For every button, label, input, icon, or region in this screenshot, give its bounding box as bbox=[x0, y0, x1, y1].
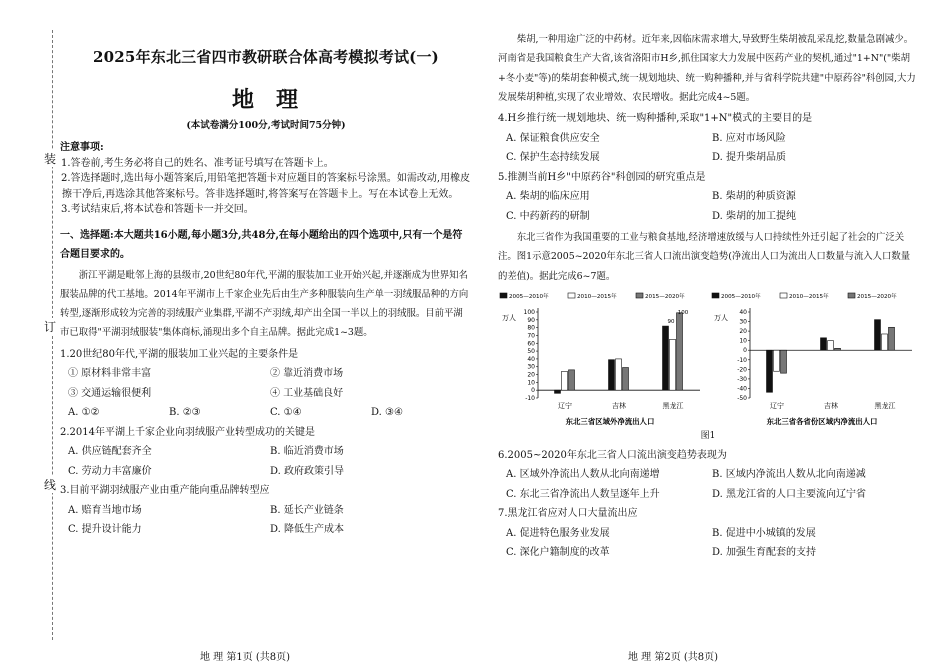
legend-swatch-0 bbox=[500, 293, 507, 298]
legend-label-1: 2010—2015年 bbox=[789, 293, 829, 300]
q4-option-c: C. 保护生态持续发展 bbox=[506, 152, 600, 164]
q1-item-1: ① 原材料非常丰富 bbox=[68, 368, 152, 380]
y-tick-label-9: 40 bbox=[739, 308, 747, 316]
q1-option-d: D. ③④ bbox=[371, 407, 403, 419]
page-1-footer: 地 理 第1页 (共8页) bbox=[200, 652, 291, 663]
x-tick-label-2: 黑龙江 bbox=[874, 401, 896, 410]
bar-辽宁-0 bbox=[555, 390, 561, 393]
q4-option-a: A. 保证粮食供应安全 bbox=[506, 132, 600, 144]
question-4-stem: 4.H乡推行统一规划地块、统一购种播种,采取"1+N"模式的主要目的是 bbox=[498, 113, 813, 125]
q5-option-d: D. 柴胡的加工提纯 bbox=[712, 210, 797, 222]
exam-title: 2025年东北三省四市教研联合体高考模拟考试(一) bbox=[93, 48, 439, 66]
y-tick-label-3: -20 bbox=[737, 366, 747, 374]
material-chaihu: 柴胡,一种用途广泛的中药材。近年来,因临床需求增大,导致野生柴胡被乱采乱挖,数量急剧减少。河南省是我国粮食生产大省,该省洛阳市H乡,抓住国家大力发展中医药产业的契机,通过"1+N"("柴胡+冬小麦"等)的柴胡套种模式,统一规划地块、统一购种播种,并与省科学院共建"中原药谷"科创园,大力发展柴胡种植,实现了农业增效、农民增收。据此完成4~5题。 bbox=[498, 34, 916, 103]
question-3-options bbox=[68, 503, 472, 538]
bar-黑龙江-2 bbox=[677, 313, 683, 390]
q5-option-c: C. 中药新药的研制 bbox=[506, 210, 590, 222]
question-1-stem: 1.20世纪80年代,平湖的服装加工业兴起的主要条件是 bbox=[60, 348, 299, 360]
material-pinghu: 浙江平湖是毗邻上海的县级市,20世纪80年代,平湖的服装加工业开始兴起,并逐渐成为世界知名服装品牌的代工基地。2014年平湖市上千家企业先后由生产多种服装向生产单一羽绒服品种的方向转型,逐渐形成较为完善的羽绒服产业集群,平湖不产羽绒,却产出全国一半以上的羽绒服。目前平湖市已取得"平湖羽绒服装"集体商标,涌现出多个自主品牌。据此完成1~3题。 bbox=[60, 269, 469, 339]
bar-吉林-2 bbox=[835, 348, 841, 350]
question-5 bbox=[498, 170, 918, 225]
y-tick-label-7: 60 bbox=[527, 340, 535, 348]
note-3: 3.考试结束后,将本试卷和答题卡一并交回。 bbox=[61, 204, 254, 216]
y-tick-label-10: 90 bbox=[527, 316, 535, 324]
y-tick-label-5: 40 bbox=[527, 355, 535, 363]
q1-item-2: ② 靠近消费市场 bbox=[270, 368, 344, 380]
bar-黑龙江-0 bbox=[663, 326, 669, 390]
legend-label-2: 2015—2020年 bbox=[645, 293, 685, 300]
bar-吉林-0 bbox=[821, 338, 827, 350]
question-6-stem: 6.2005~2020年东北三省人口流出演变趋势表现为 bbox=[498, 449, 727, 461]
q5-option-a: A. 柴胡的临床应用 bbox=[506, 191, 590, 203]
bar-吉林-2 bbox=[623, 367, 629, 390]
q4-option-d: D. 提升柴胡品质 bbox=[712, 152, 787, 164]
question-4-options bbox=[506, 131, 918, 166]
binding-char-xian: 线 bbox=[44, 478, 57, 492]
y-tick-label-8: 70 bbox=[527, 332, 535, 340]
bar-辽宁-1 bbox=[774, 350, 780, 371]
page-2-footer: 地 理 第2页 (共8页) bbox=[628, 652, 719, 663]
question-2 bbox=[60, 425, 472, 480]
q1-option-c: C. ①④ bbox=[270, 407, 302, 419]
question-4 bbox=[498, 111, 918, 166]
question-3-stem: 3.目前平湖羽绒服产业由重产能向重品牌转型应 bbox=[60, 485, 270, 497]
question-6-options bbox=[506, 467, 918, 502]
note-2: 2.答选择题时,选出每小题答案后,用铅笔把答题卡对应题目的答案标号涂黑。如需改动,用橡皮擦干净后,再选涂其他答案标号。答非选择题时,将答案写在答题卡上。写在本试卷上无效。 bbox=[61, 173, 471, 200]
q6-option-a: A. 区域外净流出人数从北向南递增 bbox=[506, 469, 660, 481]
score-time-line: (本试卷满分100分,考试时间75分钟) bbox=[186, 120, 346, 132]
q4-option-b: B. 应对市场风险 bbox=[712, 132, 786, 144]
section-heading: 一、选择题:本大题共16小题,每小题3分,共48分,在每小题给出的四个选项中,只有一个是符合题目要求的。 bbox=[60, 229, 463, 260]
q1-option-a: A. ①② bbox=[68, 407, 100, 419]
material-northeast: 东北三省作为我国重要的工业与粮食基地,经济增速放缓与人口持续性外迁引起了社会的广泛关注。图1示意2005~2020年东北三省人口流出演变趋势(净流出人口为流出人口数量与流入人口数量的差值)。据此完成6~7题。 bbox=[498, 232, 911, 282]
legend-swatch-1 bbox=[568, 293, 575, 298]
bar-辽宁-0 bbox=[767, 350, 773, 392]
q6-option-b: B. 区域内净流出人数从北向南递减 bbox=[712, 469, 866, 481]
x-tick-label-0: 辽宁 bbox=[558, 401, 572, 410]
note-1: 1.答卷前,考生务必将自己的姓名、准考证号填写在答题卡上。 bbox=[61, 157, 334, 169]
binding-char-zhuang: 装 bbox=[44, 152, 57, 166]
bar-吉林-0 bbox=[609, 360, 615, 390]
page-1 bbox=[60, 38, 472, 658]
y-tick-label-0: -50 bbox=[737, 394, 747, 402]
question-2-options bbox=[68, 444, 472, 479]
page-2 bbox=[498, 30, 918, 660]
q5-option-b: B. 柴胡的种质资源 bbox=[712, 191, 796, 203]
x-tick-label-0: 辽宁 bbox=[770, 401, 784, 410]
q7-option-a: A. 促进特色服务业发展 bbox=[506, 527, 610, 539]
y-tick-label-8: 30 bbox=[739, 318, 747, 326]
question-1-items bbox=[68, 366, 472, 401]
y-tick-label-4: 30 bbox=[527, 363, 535, 371]
y-tick-label-3: 20 bbox=[527, 371, 535, 379]
x-tick-label-1: 吉林 bbox=[612, 401, 626, 410]
annotation-0: 90 bbox=[667, 318, 675, 325]
chart-out-region bbox=[498, 290, 706, 430]
binding-margin bbox=[0, 0, 60, 672]
figure-caption: 图1 bbox=[700, 430, 716, 441]
q2-option-b: B. 临近消费市场 bbox=[270, 446, 344, 458]
bar-吉林-1 bbox=[616, 359, 622, 390]
y-tick-label-9: 80 bbox=[527, 324, 535, 332]
bar-黑龙江-1 bbox=[670, 339, 676, 390]
chart-title: 东北三省区域外净流出人口 bbox=[565, 416, 655, 426]
q7-option-d: D. 加强生育配套的支持 bbox=[712, 547, 817, 559]
legend-label-1: 2010—2015年 bbox=[577, 293, 617, 300]
bar-辽宁-1 bbox=[562, 371, 568, 390]
q6-option-d: D. 黑龙江省的人口主要流向辽宁省 bbox=[712, 488, 867, 500]
binding-dashed-line bbox=[52, 30, 53, 640]
question-1 bbox=[60, 347, 472, 421]
legend-swatch-2 bbox=[848, 293, 855, 298]
y-tick-label-1: -40 bbox=[737, 385, 747, 393]
bar-黑龙江-1 bbox=[882, 334, 888, 350]
legend-swatch-2 bbox=[636, 293, 643, 298]
y-tick-label-0: -10 bbox=[525, 394, 535, 402]
y-tick-label-7: 20 bbox=[739, 328, 747, 336]
notes-heading: 注意事项: bbox=[60, 142, 104, 154]
question-5-stem: 5.推测当前H乡"中原药谷"科创园的研究重点是 bbox=[498, 171, 706, 183]
y-tick-label-5: 0 bbox=[743, 347, 747, 355]
chart-title: 东北三省各省份区域内净流出人口 bbox=[766, 416, 878, 426]
q2-option-d: D. 政府政策引导 bbox=[270, 465, 345, 477]
legend-swatch-1 bbox=[780, 293, 787, 298]
bar-辽宁-2 bbox=[569, 370, 575, 390]
q2-option-a: A. 供应链配套齐全 bbox=[68, 446, 152, 458]
bar-黑龙江-0 bbox=[875, 320, 881, 351]
question-6 bbox=[498, 448, 918, 503]
x-tick-label-1: 吉林 bbox=[824, 401, 838, 410]
y-tick-label-6: 10 bbox=[739, 337, 747, 345]
bar-黑龙江-2 bbox=[889, 327, 895, 350]
question-3 bbox=[60, 483, 472, 538]
y-tick-label-11: 100 bbox=[523, 308, 535, 316]
question-5-options bbox=[506, 189, 918, 224]
y-tick-label-1: 0 bbox=[531, 387, 535, 395]
figure-1 bbox=[498, 290, 918, 430]
q1-item-3: ③ 交通运输很便利 bbox=[68, 387, 152, 399]
q6-option-c: C. 东北三省净流出人数呈逐年上升 bbox=[506, 488, 660, 500]
question-1-options bbox=[68, 405, 472, 421]
legend-label-0: 2005—2010年 bbox=[721, 293, 761, 300]
bar-辽宁-2 bbox=[781, 350, 787, 373]
y-tick-label-2: 10 bbox=[527, 379, 535, 387]
annotation-1: 100 bbox=[677, 309, 689, 316]
q3-option-d: D. 降低生产成本 bbox=[270, 524, 345, 536]
q1-option-b: B. ②③ bbox=[169, 407, 201, 419]
question-7-options bbox=[506, 526, 918, 561]
q3-option-a: A. 赔育当地市场 bbox=[68, 504, 142, 516]
y-tick-label-4: -10 bbox=[737, 356, 747, 364]
q7-option-b: B. 促进中小城镇的发展 bbox=[712, 527, 816, 539]
x-tick-label-2: 黑龙江 bbox=[662, 401, 684, 410]
question-7 bbox=[498, 506, 918, 561]
q2-option-c: C. 劳动力丰富廉价 bbox=[68, 465, 152, 477]
question-2-stem: 2.2014年平湖上千家企业向羽绒服产业转型成功的关键是 bbox=[60, 426, 315, 438]
legend-label-2: 2015—2020年 bbox=[857, 293, 897, 300]
y-tick-label-6: 50 bbox=[527, 348, 535, 356]
q3-option-c: C. 提升设计能力 bbox=[68, 524, 142, 536]
q1-item-4: ④ 工业基础良好 bbox=[270, 387, 344, 399]
y-axis-label: 万人 bbox=[714, 313, 728, 322]
question-7-stem: 7.黑龙江省应对人口大量流出应 bbox=[498, 508, 638, 520]
bar-吉林-1 bbox=[828, 341, 834, 351]
binding-char-ding: 订 bbox=[44, 320, 57, 334]
y-axis-label: 万人 bbox=[502, 313, 516, 322]
legend-label-0: 2005—2010年 bbox=[509, 293, 549, 300]
legend-swatch-0 bbox=[712, 293, 719, 298]
chart-in-region bbox=[710, 290, 918, 430]
y-tick-label-2: -30 bbox=[737, 375, 747, 383]
q3-option-b: B. 延长产业链条 bbox=[270, 504, 344, 516]
q7-option-c: C. 深化户籍制度的改革 bbox=[506, 547, 610, 559]
subject-title: 地理 bbox=[231, 87, 320, 114]
